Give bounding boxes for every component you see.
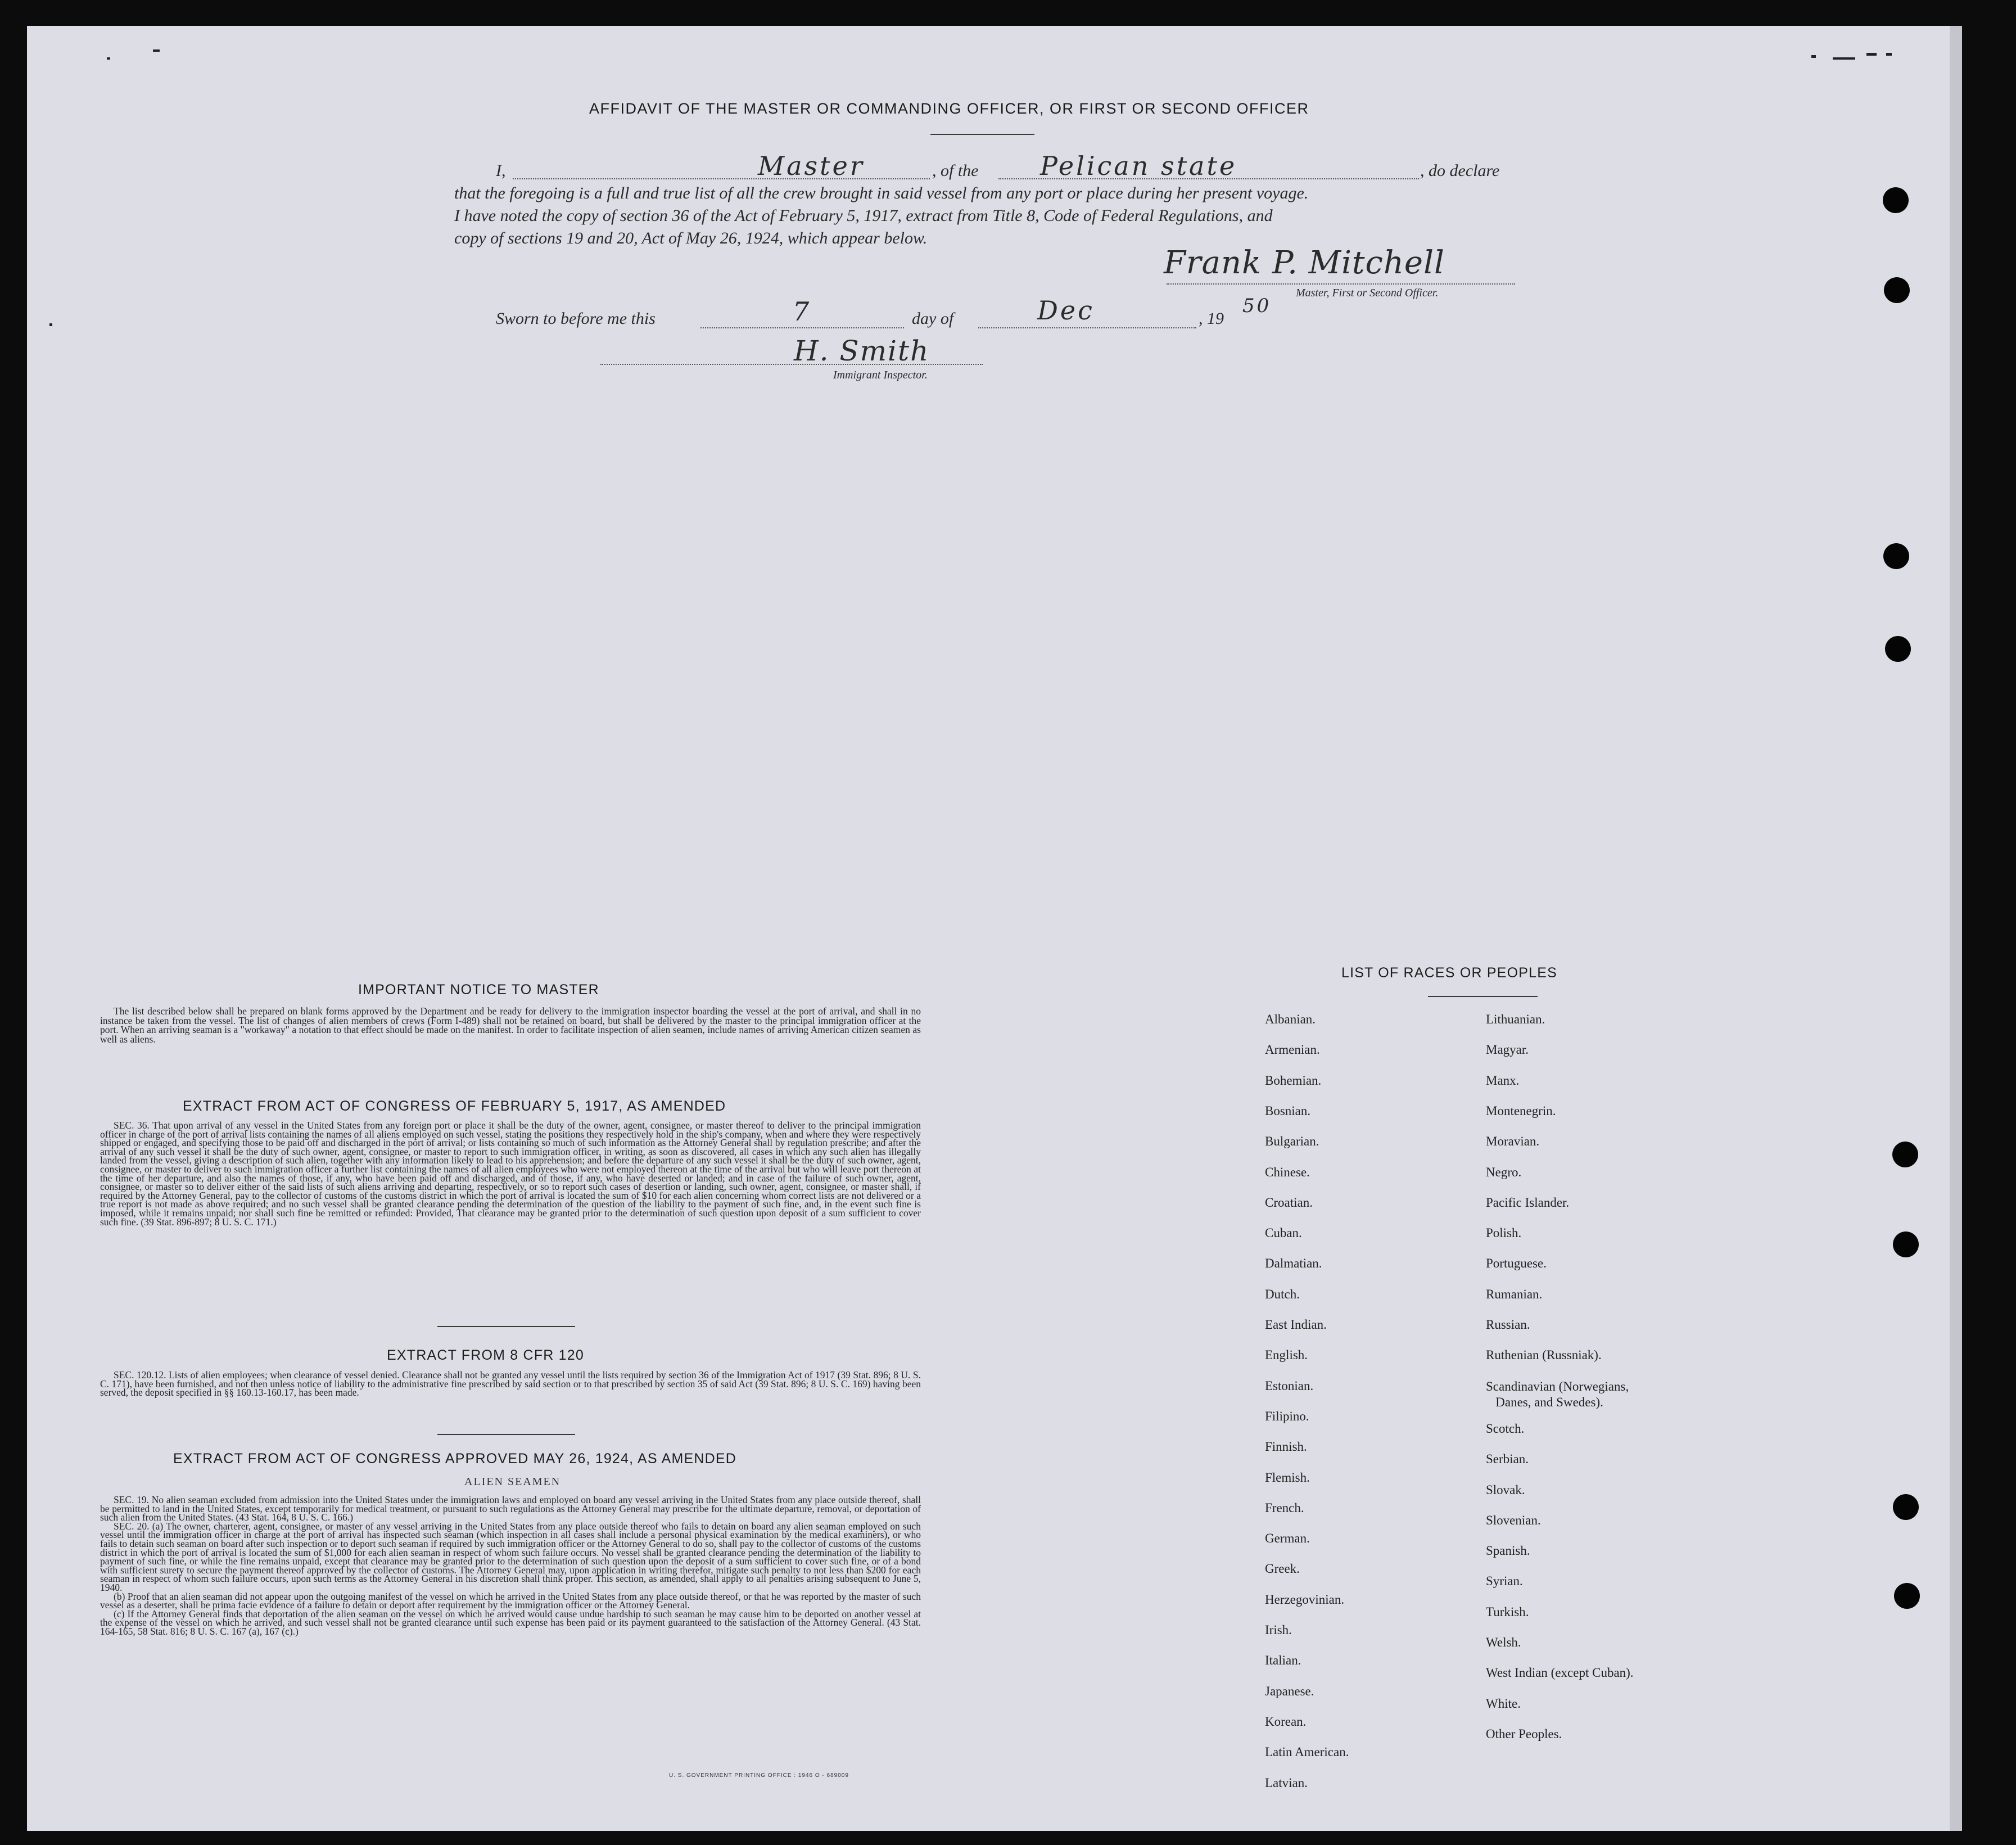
notice-paragraph: The list described below shall be prepared on blank forms approved by the Department and be ready for delivery to the immigration inspector boarding the vessel at the port of arrival, and shall in no instance be taken from the vessel. The list of changes of alien members of crews (Form I-489) shall not be retained on board, but shall be delivered by the master to the principal immigration officer at the port. When an arriving seaman is a "workaway" a notation to that effect should be made on the manifest. In order to facilitate inspection of alien seamen, include names of arriving American citizen seamen as well as aliens. [100,1005,921,1045]
printing-office-footer: U. S. GOVERNMENT PRINTING OFFICE : 1946 O - 689009 [669,1772,849,1779]
section-rule [437,1434,575,1435]
race-item: Montenegrin. [1486,1103,1556,1118]
race-item: Croatian. [1265,1195,1313,1210]
sworn-year-suffix: 50 [1242,295,1272,317]
race-item: Latvian. [1265,1775,1308,1790]
race-item: Lithuanian. [1486,1012,1545,1026]
race-item: Greek. [1265,1562,1300,1576]
sworn-month: Dec [1037,295,1095,326]
speck [1886,53,1892,56]
race-item: White. [1486,1696,1521,1711]
binder-hole [1892,1142,1918,1167]
race-item: Korean. [1265,1714,1307,1729]
affidavit-line3: I have noted the copy of section 36 of the Act of February 5, 1917, extract from Title 8, Code of Federal Regulations, and [454,206,1273,225]
notice-title: IMPORTANT NOTICE TO MASTER [358,982,599,998]
race-item: Slovak. [1486,1482,1525,1497]
race-item: German. [1265,1531,1310,1546]
race-item: Manx. [1486,1073,1520,1088]
signature-caption: Master, First or Second Officer. [1296,287,1439,299]
race-item: Slovenian. [1486,1513,1541,1527]
race-item: Spanish. [1486,1544,1530,1558]
race-item: Italian. [1265,1653,1301,1668]
binder-hole [1894,1583,1920,1609]
sec-20c-paragraph: (c) If the Attorney General finds that deportation of the alien seaman on the vessel on which he arrived would cause undue hardship to such seaman he may cause him to be deported on another vessel at the expense of the vessel on which he arrived, and such vessel shall not be granted clearance until such expense has been paid or its payment guaranteed to the satisfaction of the Attorney General. (43 Stat. 164-165, 58 Stat. 816; 8 U. S. C. 167 (a), 167 (c).) [100,1608,921,1637]
binder-hole [1885,636,1911,662]
rank-fill-line [513,176,930,179]
binder-hole [1893,1494,1919,1520]
race-item: Pacific Islander. [1486,1195,1570,1210]
speck [153,49,160,52]
alien-seamen-subtitle: ALIEN SEAMEN [464,1476,561,1488]
race-item: Syrian. [1486,1574,1523,1589]
sec-36-paragraph: SEC. 36. That upon arrival of any vessel in the United States from any foreign port or place it shall be the duty of the owner, agent, consignee, or master thereof to deliver to the principal immigration officer in charge of the port of arrival lists containing the names of all aliens employed on such vessel, stating the positions they respectively hold in the ship's company, when and where they were respectively shipped or engaged, and specifying those to be paid off and discharged in the port of arrival; or lists containing so much of such information as the Attorney General shall by regulation prescribe; and after the arrival of any such vessel it shall be the duty of such owner, agent, consignee, or master to report to such immigration officer, in writing, as soon as discovered, all cases in which any such alien has illegally landed from the vessel, giving a description of such alien, together with any information likely to lead to his apprehension; and before the departure of any such vessel it shall be the duty of such owner, agent, consignee, or master to deliver to such immigration officer a further list containing the names of all alien employees who were not employed thereon at the time of the arrival but who will leave port thereon at the time of her departure, and also the names of those, if any, who have been paid off and discharged, and of those, if any, who have deserted or landed; and in case of the failure of such owner, agent, consignee, or master so to deliver either of the said lists of such aliens arriving and departing, respectively, or so to report such cases of desertion or landing, such owner, agent, consignee, or master shall, if required by the Attorney General, pay to the collector of customs of the customs district in which the port of arrival is located the sum of $10 for each alien concerning whom correct lists are not delivered or a true report is not made as above required; and no such vessel shall be granted clearance pending the determination of the question of the liability to the payment of such fine, and, in the event such fine is imposed, while it remains unpaid; nor shall such fine be remitted or refunded: Provided, That clearance may be granted prior to the determination of such question upon deposit of a sum sufficient to cover such fine. (39 Stat. 896-897; 8 U. S. C. 171.) [100,1120,921,1228]
race-item: French. [1265,1500,1304,1515]
affidavit-line4: copy of sections 19 and 20, Act of May 26, 1924, which appear below. [454,229,928,247]
title-rule [930,134,1034,135]
race-item: Latin American. [1265,1745,1349,1760]
extract-1917-title: EXTRACT FROM ACT OF CONGRESS OF FEBRUARY 5, 1917, AS AMENDED [183,1098,726,1114]
races-rule [1428,996,1538,997]
sworn-year-prefix: , 19 [1199,309,1224,328]
race-item: Other Peoples. [1486,1726,1562,1741]
race-item: English. [1265,1348,1308,1363]
race-item: Dutch. [1265,1287,1300,1301]
sec-120-12-paragraph: SEC. 120.12. Lists of alien employees; when clearance of vessel denied. Clearance shall not be granted any vessel until the lists required by section 36 of the Immigration Act of 1917 (39 Stat. 896; 8 U. S. C. 171), have been furnished, and not then unless notice of liability to the administrative fine prescribed by said section or to that prescribed by section 35 of said Act (39 Stat. 896; 8 U. S. C. 169) having been served, the deposit specified in §§ 160.13-160.17, has been made. [100,1369,921,1399]
race-item: Negro. [1486,1165,1522,1179]
race-item: Japanese. [1265,1684,1314,1698]
race-item: Scotch. [1486,1421,1525,1436]
binder-hole [1883,187,1909,213]
sec-19-paragraph: SEC. 19. No alien seaman excluded from admission into the United States under the immigration laws and employed on board any vessel arriving in the United States from any place outside thereof, shall be permitted to land in the United States, except temporarily for medical treatment, or pursuant to such regulations as the Attorney General may prescribe for the ultimate departure, removal, or deportation of such alien from the United States. (43 Stat. 164, 8 U. S. C. 166.) [100,1494,921,1523]
race-item: Finnish. [1265,1440,1307,1454]
race-item: Turkish. [1486,1604,1529,1619]
race-item: Bohemian. [1265,1073,1322,1088]
binder-hole [1883,543,1909,569]
extract-1924-text [100,1496,921,1636]
rank-handwritten: Master [758,151,865,181]
sworn-day-of: day of [912,309,954,328]
race-item: Magyar. [1486,1043,1529,1057]
extract-1917-text [100,1121,921,1226]
affidavit-line1-declare: , do declare [1420,161,1500,180]
affidavit-line1-prefix: I, [496,161,506,180]
page-edge [1950,26,1962,1831]
race-item: Scandinavian (Norwegians, Danes, and Swedes). [1486,1379,1629,1409]
race-item: Welsh. [1486,1635,1521,1649]
sworn-prefix: Sworn to before me this [496,309,656,328]
extract-1924-title: EXTRACT FROM ACT OF CONGRESS APPROVED MAY 26, 1924, AS AMENDED [173,1451,736,1467]
race-item: Cuban. [1265,1226,1302,1240]
inspector-caption: Immigrant Inspector. [833,369,928,381]
race-item: Flemish. [1265,1470,1310,1485]
inspector-signature: H. Smith [794,335,930,367]
binder-hole [1893,1231,1919,1257]
speck [1833,57,1855,60]
binder-hole [1884,277,1910,303]
sworn-day: 7 [793,296,812,327]
race-item: Armenian. [1265,1043,1320,1057]
race-item: Bulgarian. [1265,1134,1319,1149]
vessel-handwritten: Pelican state [1040,151,1237,181]
race-item: Bosnian. [1265,1103,1311,1118]
races-title: LIST OF RACES OR PEOPLES [1341,965,1558,981]
race-item: Filipino. [1265,1409,1309,1423]
race-item: Serbian. [1486,1452,1529,1467]
race-item: Chinese. [1265,1165,1310,1179]
race-item: Albanian. [1265,1012,1316,1026]
extract-cfr-text [100,1371,921,1397]
race-item: West Indian (except Cuban). [1486,1666,1634,1680]
race-item: Herzegovinian. [1265,1592,1345,1607]
affidavit-line2: that the foregoing is a full and true list of all the crew brought in said vessel from any port or place during her present voyage. [454,184,1309,202]
notice-text [100,1007,921,1044]
sec-20a-paragraph: SEC. 20. (a) The owner, charterer, agent, consignee, or master of any vessel arriving in the United States from any place outside thereof who fails to detain on board any alien seaman employed on such vessel until the immigration officer in charge at the port of arrival has inspected such seaman (which inspection in all cases shall include a personal physical examination by the medical examiners), or who fails to detain such seaman on board after such inspection or to deport such seaman if required by such immigration officer or the Attorney General to do so, shall pay to the collector of customs of the customs district in which the port of arrival is located the sum of $1,000 for each alien seaman in respect of whom such failure occurs. No vessel shall be granted clearance pending the determination of the liability to payment of such fine, or while the fine remains unpaid, except that clearance may be granted prior to the determination of such question upon the deposit of a sum sufficient to cover such fine, or of a bond with sufficient surety to secure the payment thereof approved by the collector of customs. The Attorney General may, upon application in writing therefor, mitigate such penalty to not less than $200 for each seaman in respect of whom such failure occurs, upon such terms as the Attorney General in his discretion shall think proper. This section, as amended, shall apply to all penalties arising subsequent to June 5, 1940. [100,1520,921,1593]
speck [1811,55,1816,58]
race-item: East Indian. [1265,1318,1327,1332]
race-item: Estonian. [1265,1378,1314,1393]
affidavit-title: AFFIDAVIT OF THE MASTER OR COMMANDING OFFICER, OR FIRST OR SECOND OFFICER [589,100,1309,117]
race-item: Moravian. [1486,1134,1540,1149]
race-item: Ruthenian (Russniak). [1486,1348,1602,1363]
speck [49,323,52,326]
master-signature: Frank P. Mitchell [1164,245,1445,281]
race-item: Portuguese. [1486,1256,1547,1271]
signature-line [1167,281,1515,285]
race-item: Dalmatian. [1265,1256,1322,1271]
section-rule [437,1326,575,1327]
sec-20b-paragraph: (b) Proof that an alien seaman did not appear upon the outgoing manifest of the vessel on which he arrived in the United States from any place outside thereof, or that he was reported by the master of such vessel as a deserter, shall be prima facie evidence of a failure to detain or deport after requirement by the immigration officer or the Attorney General. [100,1590,921,1611]
affidavit-line1-of-the: , of the [932,161,979,180]
race-item: Polish. [1486,1226,1522,1240]
speck [1866,53,1877,56]
race-item: Rumanian. [1486,1287,1543,1301]
race-item: Russian. [1486,1318,1530,1332]
race-item: Irish. [1265,1623,1292,1637]
extract-cfr-title: EXTRACT FROM 8 CFR 120 [387,1347,584,1363]
speck [107,57,110,60]
